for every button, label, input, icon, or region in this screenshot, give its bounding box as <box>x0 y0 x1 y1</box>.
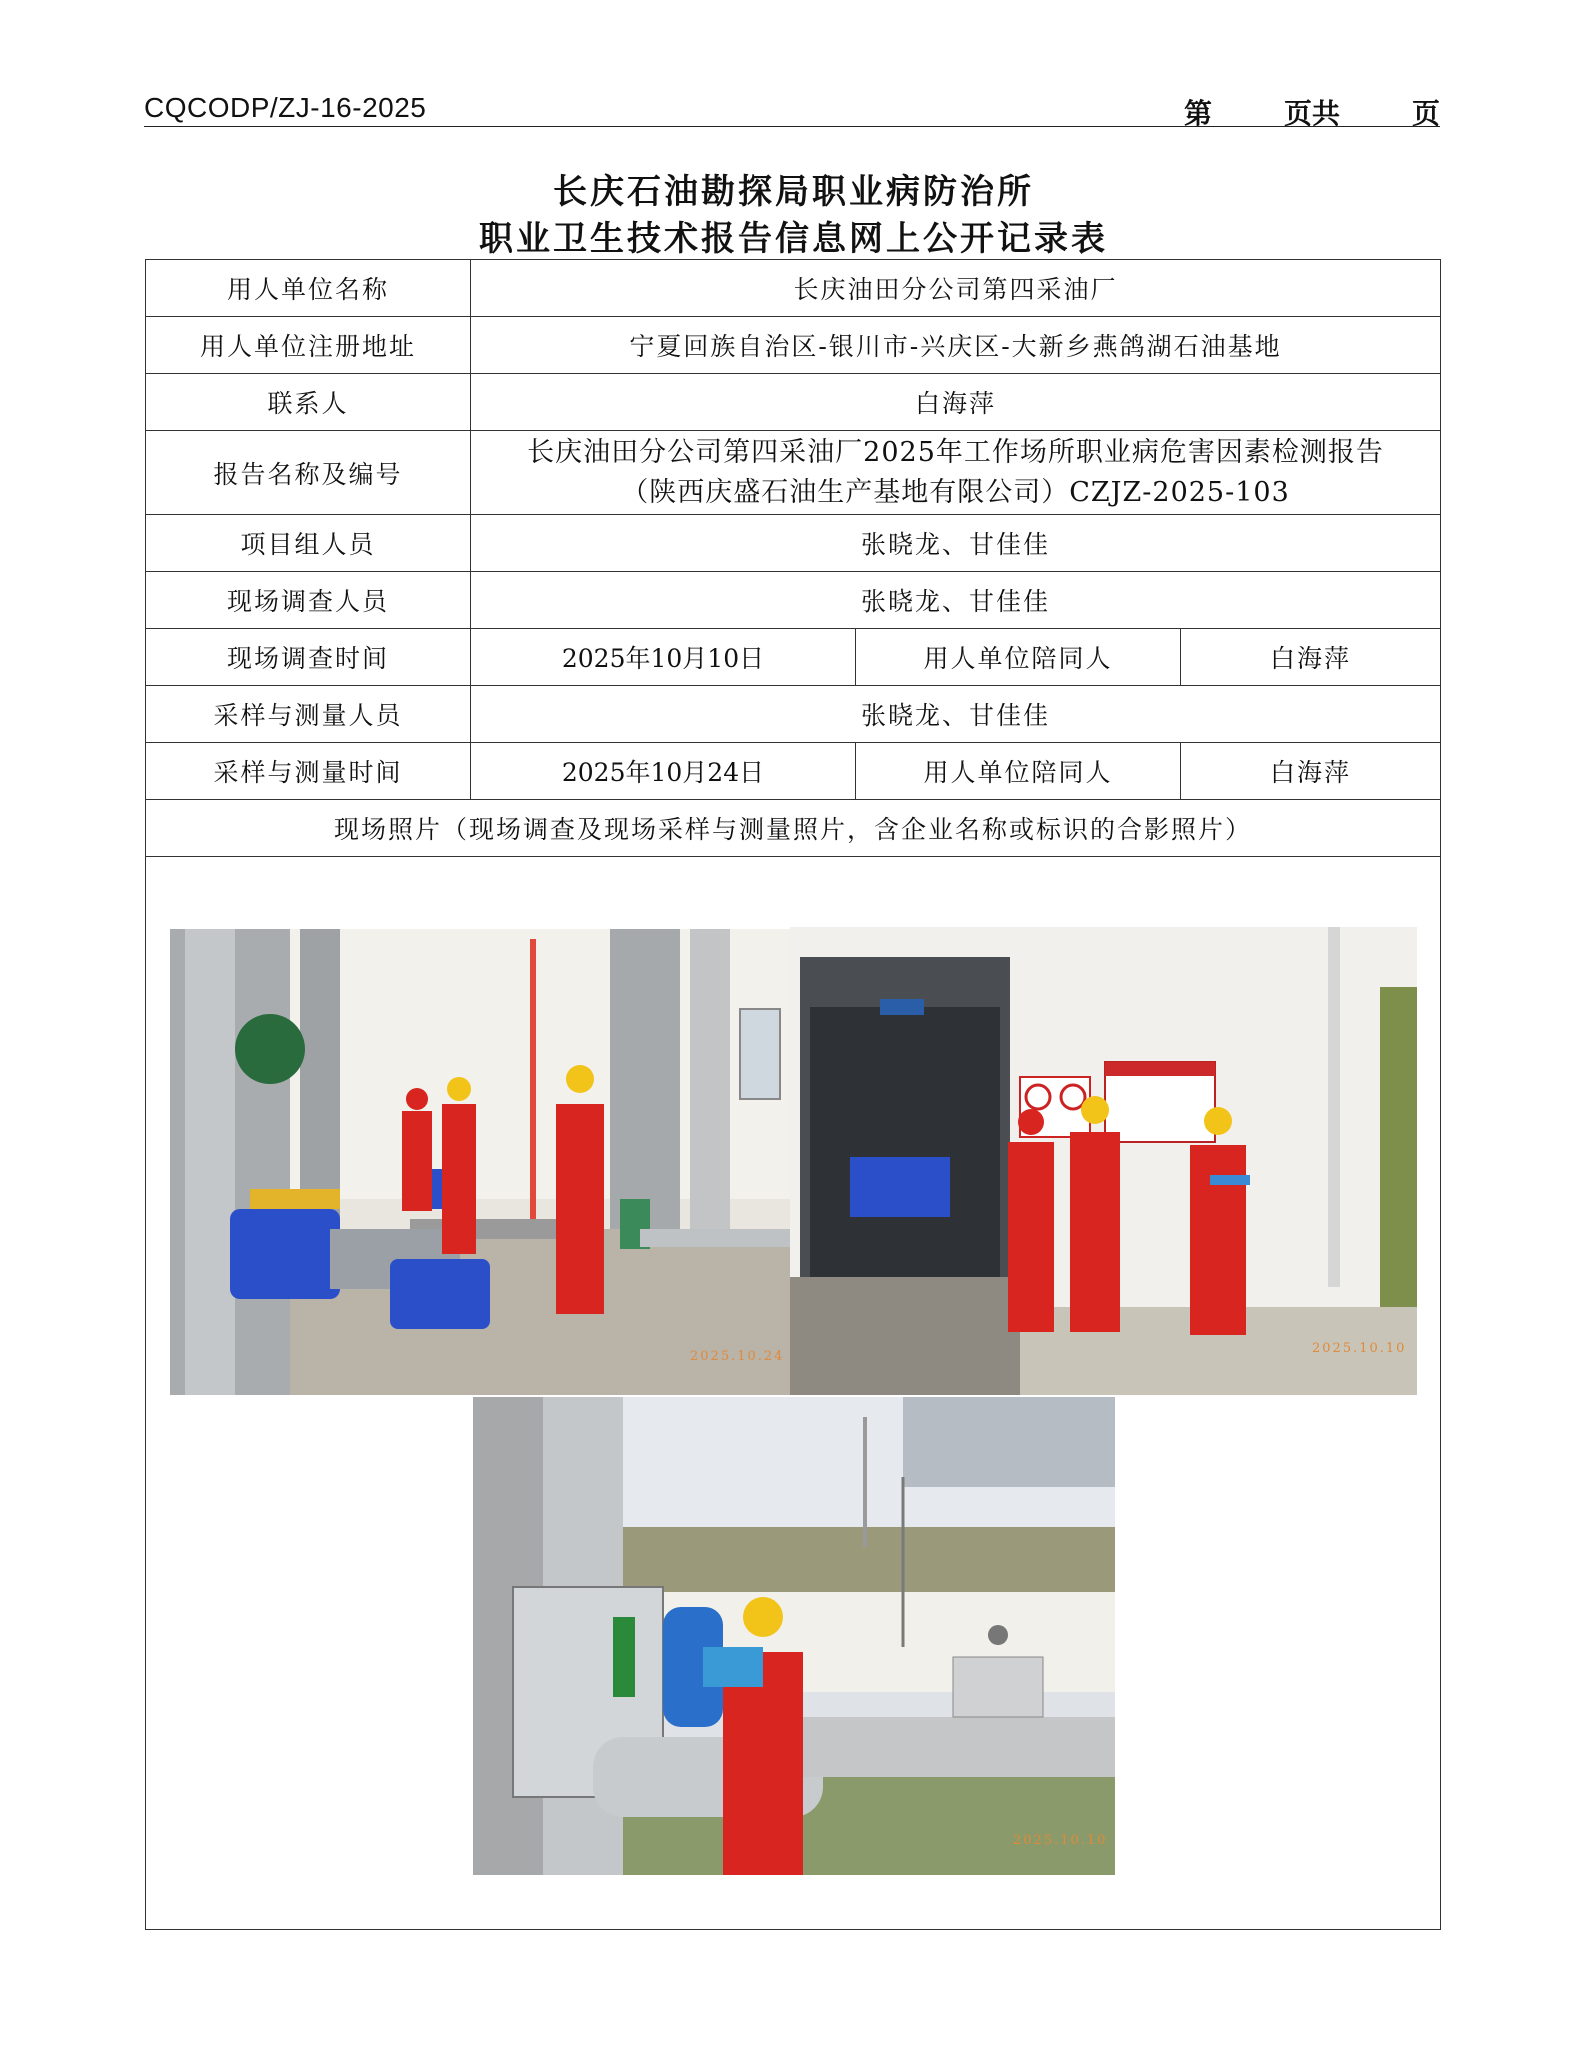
page-total-blank <box>1362 92 1390 132</box>
sampling-time-label: 采样与测量时间 <box>146 743 471 800</box>
photo2-date-stamp: 2025.10.10 <box>1312 1341 1407 1356</box>
report-value <box>471 431 1441 515</box>
row-contact <box>146 374 1441 431</box>
contact-value: 白海萍 <box>471 374 1441 431</box>
address-value: 宁夏回族自治区-银川市-兴庆区-大新乡燕鸽湖石油基地 <box>471 317 1441 374</box>
page-number-info <box>1184 92 1440 132</box>
survey-escort-value: 白海萍 <box>1181 629 1441 686</box>
team-value: 张晓龙、甘佳佳 <box>471 515 1441 572</box>
row-team <box>146 515 1441 572</box>
report-name: 长庆油田分公司第四采油厂2025年工作场所职业病危害因素检测报告 <box>527 436 1384 468</box>
report-label: 报告名称及编号 <box>146 431 471 515</box>
row-report <box>146 431 1441 515</box>
record-table <box>145 259 1441 1930</box>
page-label-3: 页 <box>1411 97 1440 130</box>
document-code: CQCODP/ZJ-16-2025 <box>144 92 427 123</box>
row-sampling-time <box>146 743 1441 800</box>
page-label-2: 页共 <box>1283 97 1340 130</box>
row-survey-time <box>146 629 1441 686</box>
sampling-time-value: 2025年10月24日 <box>471 743 856 800</box>
row-photos-header <box>146 800 1441 857</box>
photos-label: 现场照片（现场调查及现场采样与测量照片，含企业名称或标识的合影照片） <box>146 800 1441 857</box>
survey-staff-value: 张晓龙、甘佳佳 <box>471 572 1441 629</box>
sampling-escort-label: 用人单位陪同人 <box>856 743 1181 800</box>
page-number-blank <box>1234 92 1262 132</box>
photos-area <box>146 857 1441 1930</box>
row-unit-name <box>146 260 1441 317</box>
survey-escort-label: 用人单位陪同人 <box>856 629 1181 686</box>
row-photos <box>146 857 1441 1930</box>
institution-title: 长庆石油勘探局职业病防治所 <box>553 172 1034 212</box>
photo-equipment-room <box>170 929 790 1395</box>
photo-entrance-group <box>790 927 1417 1395</box>
photo3-date-stamp: 2025.10.10 <box>1013 1833 1108 1848</box>
survey-time-value: 2025年10月10日 <box>471 629 856 686</box>
row-survey-staff <box>146 572 1441 629</box>
survey-time-label: 现场调查时间 <box>146 629 471 686</box>
survey-staff-label: 现场调查人员 <box>146 572 471 629</box>
unit-name-value: 长庆油田分公司第四采油厂 <box>471 260 1441 317</box>
form-title: 职业卫生技术报告信息网上公开记录表 <box>479 219 1108 259</box>
row-address <box>146 317 1441 374</box>
photo1-date-stamp: 2025.10.24 <box>690 1349 785 1364</box>
sampling-escort-value: 白海萍 <box>1181 743 1441 800</box>
row-sampling-staff <box>146 686 1441 743</box>
contact-label: 联系人 <box>146 374 471 431</box>
photo-outdoor-measurement <box>473 1397 1115 1875</box>
team-label: 项目组人员 <box>146 515 471 572</box>
sampling-staff-value: 张晓龙、甘佳佳 <box>471 686 1441 743</box>
report-number: （陕西庆盛石油生产基地有限公司）CZJZ-2025-103 <box>621 476 1290 508</box>
address-label: 用人单位注册地址 <box>146 317 471 374</box>
page-label-1: 第 <box>1183 97 1212 130</box>
sampling-staff-label: 采样与测量人员 <box>146 686 471 743</box>
page-header <box>144 92 1440 130</box>
unit-name-label: 用人单位名称 <box>146 260 471 317</box>
